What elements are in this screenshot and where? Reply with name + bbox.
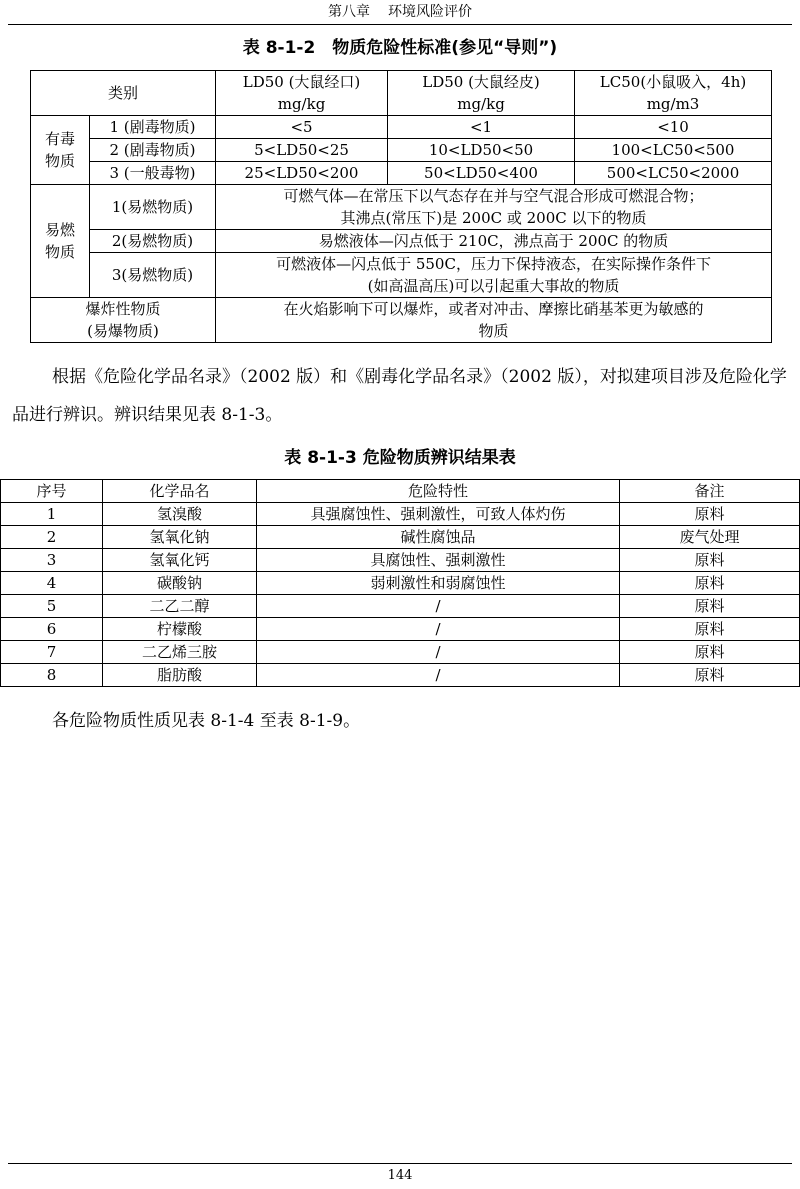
hazard-cell: 弱刺激性和弱腐蚀性 [257,572,620,595]
remark-cell: 原料 [620,618,800,641]
hazard-standard-table [30,70,772,343]
table-row [31,253,772,298]
remark-cell: 原料 [620,572,800,595]
level-cell: 1 (剧毒物质) [90,116,216,139]
hazard-identification-table [0,479,800,687]
index-cell: 1 [1,503,103,526]
table-header-row [1,480,800,503]
table1-title: 表 8-1-2 物质危险性标准(参见“导则”) [242,38,558,58]
chemical-cell: 氢氧化钠 [103,526,257,549]
table-row [31,298,772,343]
chemical-cell: 碳酸钠 [103,572,257,595]
remark-cell: 废气处理 [620,526,800,549]
table-row [1,618,800,641]
hazard-cell: / [257,641,620,664]
remark-cell: 原料 [620,503,800,526]
remark-cell: 原料 [620,641,800,664]
level-cell: 3 (一般毒物) [90,162,216,185]
table-row [31,185,772,230]
table2-title: 表 8-1-3 危险物质辨识结果表 [284,448,516,468]
page-header [8,0,792,25]
level-cell: 2(易燃物质) [90,230,216,253]
chemical-cell: 氢溴酸 [103,503,257,526]
value-cell: <5 [216,116,388,139]
header-hazard: 危险特性 [257,480,620,503]
group-explosive: 爆炸性物质 (易爆物质) [31,298,216,343]
chemical-cell: 柠檬酸 [103,618,257,641]
table-row [1,526,800,549]
chemical-cell: 二乙烯三胺 [103,641,257,664]
description-cell: 在火焰影响下可以爆炸，或者对冲击、摩擦比硝基苯更为敏感的 物质 [216,298,772,343]
header-ld50-oral: LD50 (大鼠经口) mg/kg [216,71,388,116]
hazard-cell: 具强腐蚀性、强刺激性，可致人体灼伤 [257,503,620,526]
header-remark: 备注 [620,480,800,503]
table-row [1,503,800,526]
page-footer [8,1163,792,1183]
index-cell: 3 [1,549,103,572]
group-toxic: 有毒物质 [31,116,90,185]
value-cell: 5<LD50<25 [216,139,388,162]
section-label: 环境风险评价 [388,4,472,20]
table-row [1,572,800,595]
header-lc50-inhale: LC50(小鼠吸入，4h) mg/m3 [575,71,772,116]
hazard-cell: 碱性腐蚀品 [257,526,620,549]
header-index: 序号 [1,480,103,503]
value-cell: <1 [388,116,575,139]
page-number: 144 [387,1168,413,1183]
chemical-cell: 氢氧化钙 [103,549,257,572]
index-cell: 5 [1,595,103,618]
table-row [31,139,772,162]
table-row [1,549,800,572]
chapter-label: 第八章 [328,4,370,20]
table-header-row [31,71,772,116]
header-ld50-skin: LD50 (大鼠经皮) mg/kg [388,71,575,116]
value-cell: 50<LD50<400 [388,162,575,185]
table-row [31,230,772,253]
index-cell: 2 [1,526,103,549]
hazard-cell: / [257,595,620,618]
level-cell: 2 (剧毒物质) [90,139,216,162]
table-row [1,595,800,618]
index-cell: 6 [1,618,103,641]
paragraph-reference: 各危险物质性质见表 8-1-4 至表 8-1-9。 [52,711,361,731]
hazard-cell: 具腐蚀性、强刺激性 [257,549,620,572]
table-row [1,664,800,687]
level-cell: 1(易燃物质) [90,185,216,230]
level-cell: 3(易燃物质) [90,253,216,298]
value-cell: 25<LD50<200 [216,162,388,185]
value-cell: 100<LC50<500 [575,139,772,162]
chemical-cell: 脂肪酸 [103,664,257,687]
table-row [31,162,772,185]
value-cell: 500<LC50<2000 [575,162,772,185]
hazard-cell: / [257,618,620,641]
index-cell: 8 [1,664,103,687]
description-cell: 易燃液体—闪点低于 210C，沸点高于 200C 的物质 [216,230,772,253]
index-cell: 7 [1,641,103,664]
value-cell: 10<LD50<50 [388,139,575,162]
paragraph-identification: 根据《危险化学品名录》（2002 版）和《剧毒化学品名录》（2002 版），对拟建项目涉及危险化学品进行辨识。辨识结果见表 8-1-3。 [12,367,787,425]
chemical-cell: 二乙二醇 [103,595,257,618]
index-cell: 4 [1,572,103,595]
description-cell: 可燃液体—闪点低于 550C，压力下保持液态，在实际操作条件下 (如高温高压)可以引起重大事故的物质 [216,253,772,298]
table-row [31,116,772,139]
header-chemical: 化学品名 [103,480,257,503]
remark-cell: 原料 [620,595,800,618]
remark-cell: 原料 [620,549,800,572]
remark-cell: 原料 [620,664,800,687]
table-row [1,641,800,664]
description-cell: 可燃气体—在常压下以气态存在并与空气混合形成可燃混合物； 其沸点(常压下)是 200C 或 200C 以下的物质 [216,185,772,230]
header-category: 类别 [31,71,216,116]
group-flammable: 易燃物质 [31,185,90,298]
value-cell: <10 [575,116,772,139]
hazard-cell: / [257,664,620,687]
